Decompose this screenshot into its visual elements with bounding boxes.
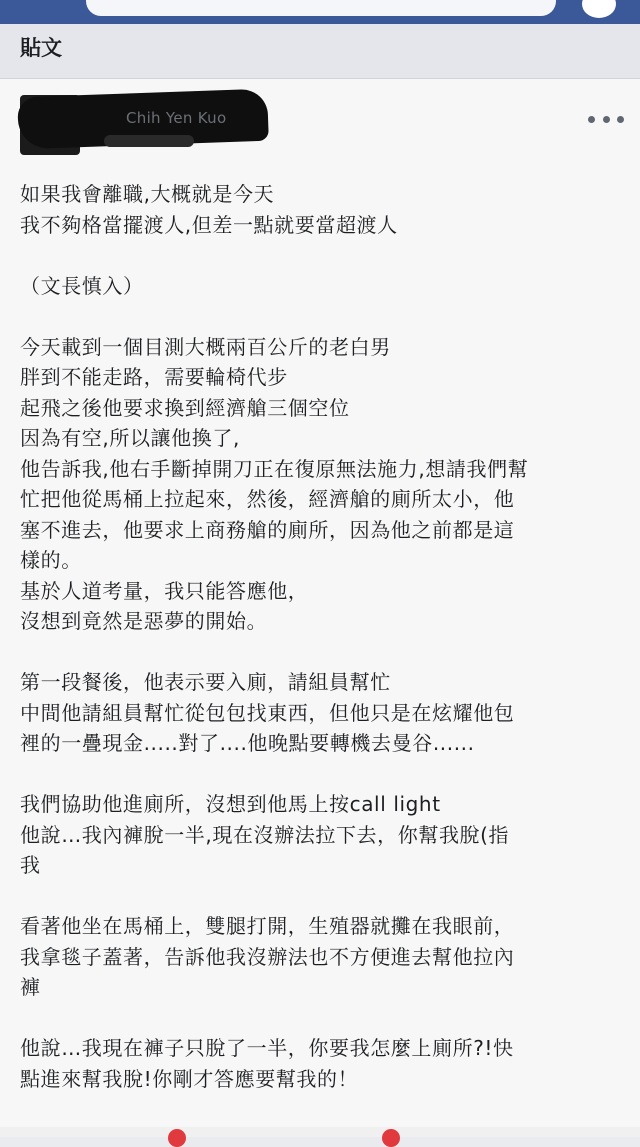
post-timestamp-redacted [104, 135, 194, 147]
bottom-bar [0, 1127, 640, 1137]
more-dot [603, 116, 610, 123]
blank-line [20, 301, 618, 332]
post-text-line: 看著他坐在馬桶上，雙腿打開，生殖器就攤在我眼前， [20, 914, 515, 938]
blank-line [20, 240, 618, 271]
post-text-line: 我們協助他進廁所，沒想到他馬上按call light [20, 792, 441, 816]
post-text-line: 他說…我現在褲子只脫了一半，你要我怎麼上廁所?!快 [20, 1036, 514, 1060]
page-title: 貼文 [20, 36, 62, 60]
blank-line [20, 637, 618, 668]
post-text-line: 如果我會離職,大概就是今天 [20, 182, 275, 206]
reaction-icon[interactable] [168, 1129, 186, 1147]
post-header [0, 79, 640, 171]
search-input[interactable] [86, 0, 556, 16]
post-text-line: 基於人道考量，我只能答應他， [20, 578, 309, 603]
blank-line [20, 759, 618, 790]
post-text-line: 我不夠格當擺渡人,但差一點就要當超渡人 [20, 212, 398, 237]
more-dot [617, 116, 624, 123]
more-horizontal-icon[interactable] [588, 111, 624, 127]
messenger-icon[interactable] [582, 0, 616, 18]
post-text-line: 中間他請組員幫忙從包包找東西，但他只是在炫耀他包 [20, 700, 515, 725]
post-text-line: 因為有空,所以讓他換了, [20, 426, 240, 450]
post-text-line: 胖到不能走路，需要輪椅代步 [20, 365, 288, 389]
author-name[interactable]: Chih Yen Kuo [126, 109, 227, 127]
post-text-line: 他說…我內褲脫一半,現在沒辦法拉下去，你幫我脫(指 [20, 822, 510, 847]
post-text-line: 沒想到竟然是惡夢的開始。 [20, 609, 268, 633]
post-text-line: 我拿毯子蓋著，告訴他我沒辦法也不方便進去幫他拉內 [20, 944, 515, 969]
post-text-line: 忙把他從馬桶上拉起來，然後，經濟艙的廁所太小，他 [20, 487, 515, 511]
post-text-line: 褲 [20, 975, 41, 999]
post-card [0, 78, 640, 1137]
post-text [20, 179, 618, 1094]
post-text-line: 我 [20, 853, 41, 877]
post-text-line: 點進來幫我脫!你剛才答應要幫我的！ [20, 1066, 359, 1091]
top-bar [0, 0, 640, 24]
blank-line [20, 1003, 618, 1034]
section-header [0, 24, 640, 78]
post-text-line: 他告訴我,他右手斷掉開刀正在復原無法施力,想請我們幫 [20, 456, 529, 481]
reaction-icon[interactable] [382, 1129, 400, 1147]
post-text-line: 塞不進去，他要求上商務艙的廁所，因為他之前都是這 [20, 517, 515, 542]
post-text-line: 樣的。 [20, 548, 82, 572]
post-text-line: 今天載到一個目測大概兩百公斤的老白男 [20, 334, 391, 359]
blank-line [20, 881, 618, 912]
post-text-line: 第一段餐後，他表示要入廁，請組員幫忙 [20, 670, 391, 694]
post-text-line: 裡的一疊現金.....對了....他晚點要轉機去曼谷...... [20, 731, 475, 755]
post-text-line: 起飛之後他要求換到經濟艙三個空位 [20, 395, 350, 420]
more-dot [588, 116, 595, 123]
post-text-line: （文長慎入） [20, 273, 144, 298]
